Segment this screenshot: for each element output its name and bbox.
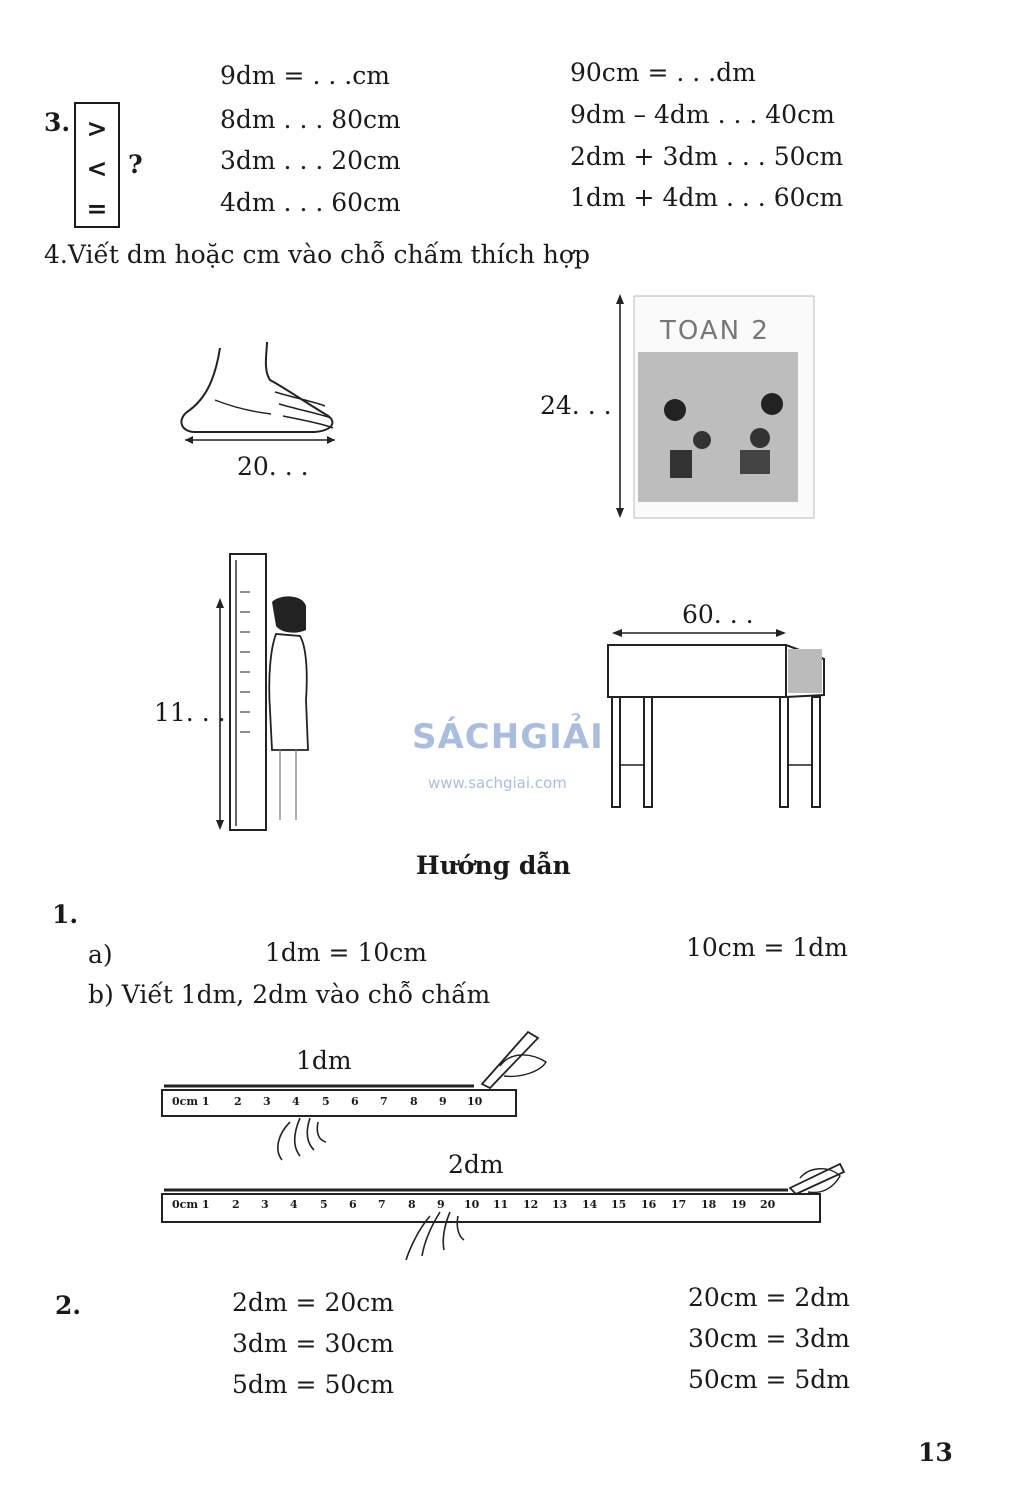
girl-height-illustration [210,550,330,832]
ruler1-label: 1dm [296,1046,352,1075]
ruler2-tick-18: 18 [701,1198,717,1211]
book-length-label: 24. . . [540,391,612,420]
less-than-symbol: < [86,154,108,183]
ruler1-tick-0: 0cm 1 [172,1095,210,1108]
ex3-left-4: 4dm . . . 60cm [220,188,401,217]
ex3-right-4: 1dm + 4dm . . . 60cm [570,183,844,212]
ex3-right-2: 9dm – 4dm . . . 40cm [570,100,835,129]
guide-ex2-right-3: 50cm = 5dm [688,1365,850,1394]
ruler2-tick-9: 9 [437,1198,445,1211]
ruler2-tick-2: 2 [232,1198,240,1211]
greater-than-symbol: > [86,114,108,143]
ruler1-tick-8: 8 [410,1095,418,1108]
desk-illustration [600,625,835,815]
ruler2-tick-17: 17 [671,1198,687,1211]
watermark-brand: SÁCHGIẢI [412,717,604,757]
ruler1-tick-9: 9 [439,1095,447,1108]
guide-heading: Hướng dẫn [416,851,571,880]
guide-ex1a-left: 1dm = 10cm [265,938,427,967]
ruler2-tick-4: 4 [290,1198,298,1211]
ruler1-tick-2: 2 [234,1095,242,1108]
ruler2-tick-8: 8 [408,1198,416,1211]
ex4-title: 4.Viết dm hoặc cm vào chỗ chấm thích hợp [44,240,590,269]
guide-ex1a-right: 10cm = 1dm [686,933,848,962]
guide-ex2-left-2: 3dm = 30cm [232,1329,394,1358]
guide-ex1a-label: a) [88,940,113,969]
ex3-left-1: 9dm = . . .cm [220,61,390,90]
ruler2-tick-6: 6 [349,1198,357,1211]
ex3-question-mark: ? [128,150,143,179]
ruler1-tick-4: 4 [292,1095,300,1108]
ruler2-tick-20: 20 [760,1198,776,1211]
ruler2-tick-0: 0cm 1 [172,1198,210,1211]
book-cover-title: TOAN 2 [660,316,770,346]
desk-length-label: 60. . . [682,600,754,629]
ex3-right-1: 90cm = . . .dm [570,58,756,87]
ruler2-tick-11: 11 [493,1198,509,1211]
ruler2-label: 2dm [448,1150,504,1179]
guide-ex1b-text: b) Viết 1dm, 2dm vào chỗ chấm [88,980,491,1009]
ruler2-tick-12: 12 [523,1198,539,1211]
ruler2-tick-16: 16 [641,1198,657,1211]
watermark-logo [410,698,620,808]
ruler-2dm-illustration [160,1160,860,1270]
hand-illustration [175,340,345,450]
guide-ex2-right-2: 30cm = 3dm [688,1324,850,1353]
ruler2-tick-3: 3 [261,1198,269,1211]
comparison-symbol-box [74,102,120,228]
ex3-number: 3. [44,108,71,137]
ruler2-tick-10: 10 [464,1198,480,1211]
guide-ex2-right-1: 20cm = 2dm [688,1283,850,1312]
guide-ex2-number: 2. [55,1291,82,1320]
equals-symbol: = [86,194,108,223]
ruler2-tick-15: 15 [611,1198,627,1211]
page-number: 13 [918,1438,953,1467]
guide-ex1-number: 1. [52,900,79,929]
ruler1-tick-5: 5 [322,1095,330,1108]
ex3-left-3: 3dm . . . 20cm [220,146,401,175]
ex3-left-2: 8dm . . . 80cm [220,105,401,134]
ruler2-tick-13: 13 [552,1198,568,1211]
girl-height-label: 11. . . [154,698,226,727]
ruler2-tick-7: 7 [378,1198,386,1211]
ruler1-tick-7: 7 [380,1095,388,1108]
guide-ex2-left-1: 2dm = 20cm [232,1288,394,1317]
ruler-1dm-illustration [160,1022,560,1167]
ruler1-tick-6: 6 [351,1095,359,1108]
guide-ex2-left-3: 5dm = 50cm [232,1370,394,1399]
watermark-url: www.sachgiai.com [428,774,567,792]
ruler1-tick-10: 10 [467,1095,483,1108]
ruler2-tick-19: 19 [731,1198,747,1211]
ruler2-tick-5: 5 [320,1198,328,1211]
hand-length-label: 20. . . [237,452,309,481]
ruler2-tick-14: 14 [582,1198,598,1211]
ruler1-tick-3: 3 [263,1095,271,1108]
ex3-right-3: 2dm + 3dm . . . 50cm [570,142,844,171]
